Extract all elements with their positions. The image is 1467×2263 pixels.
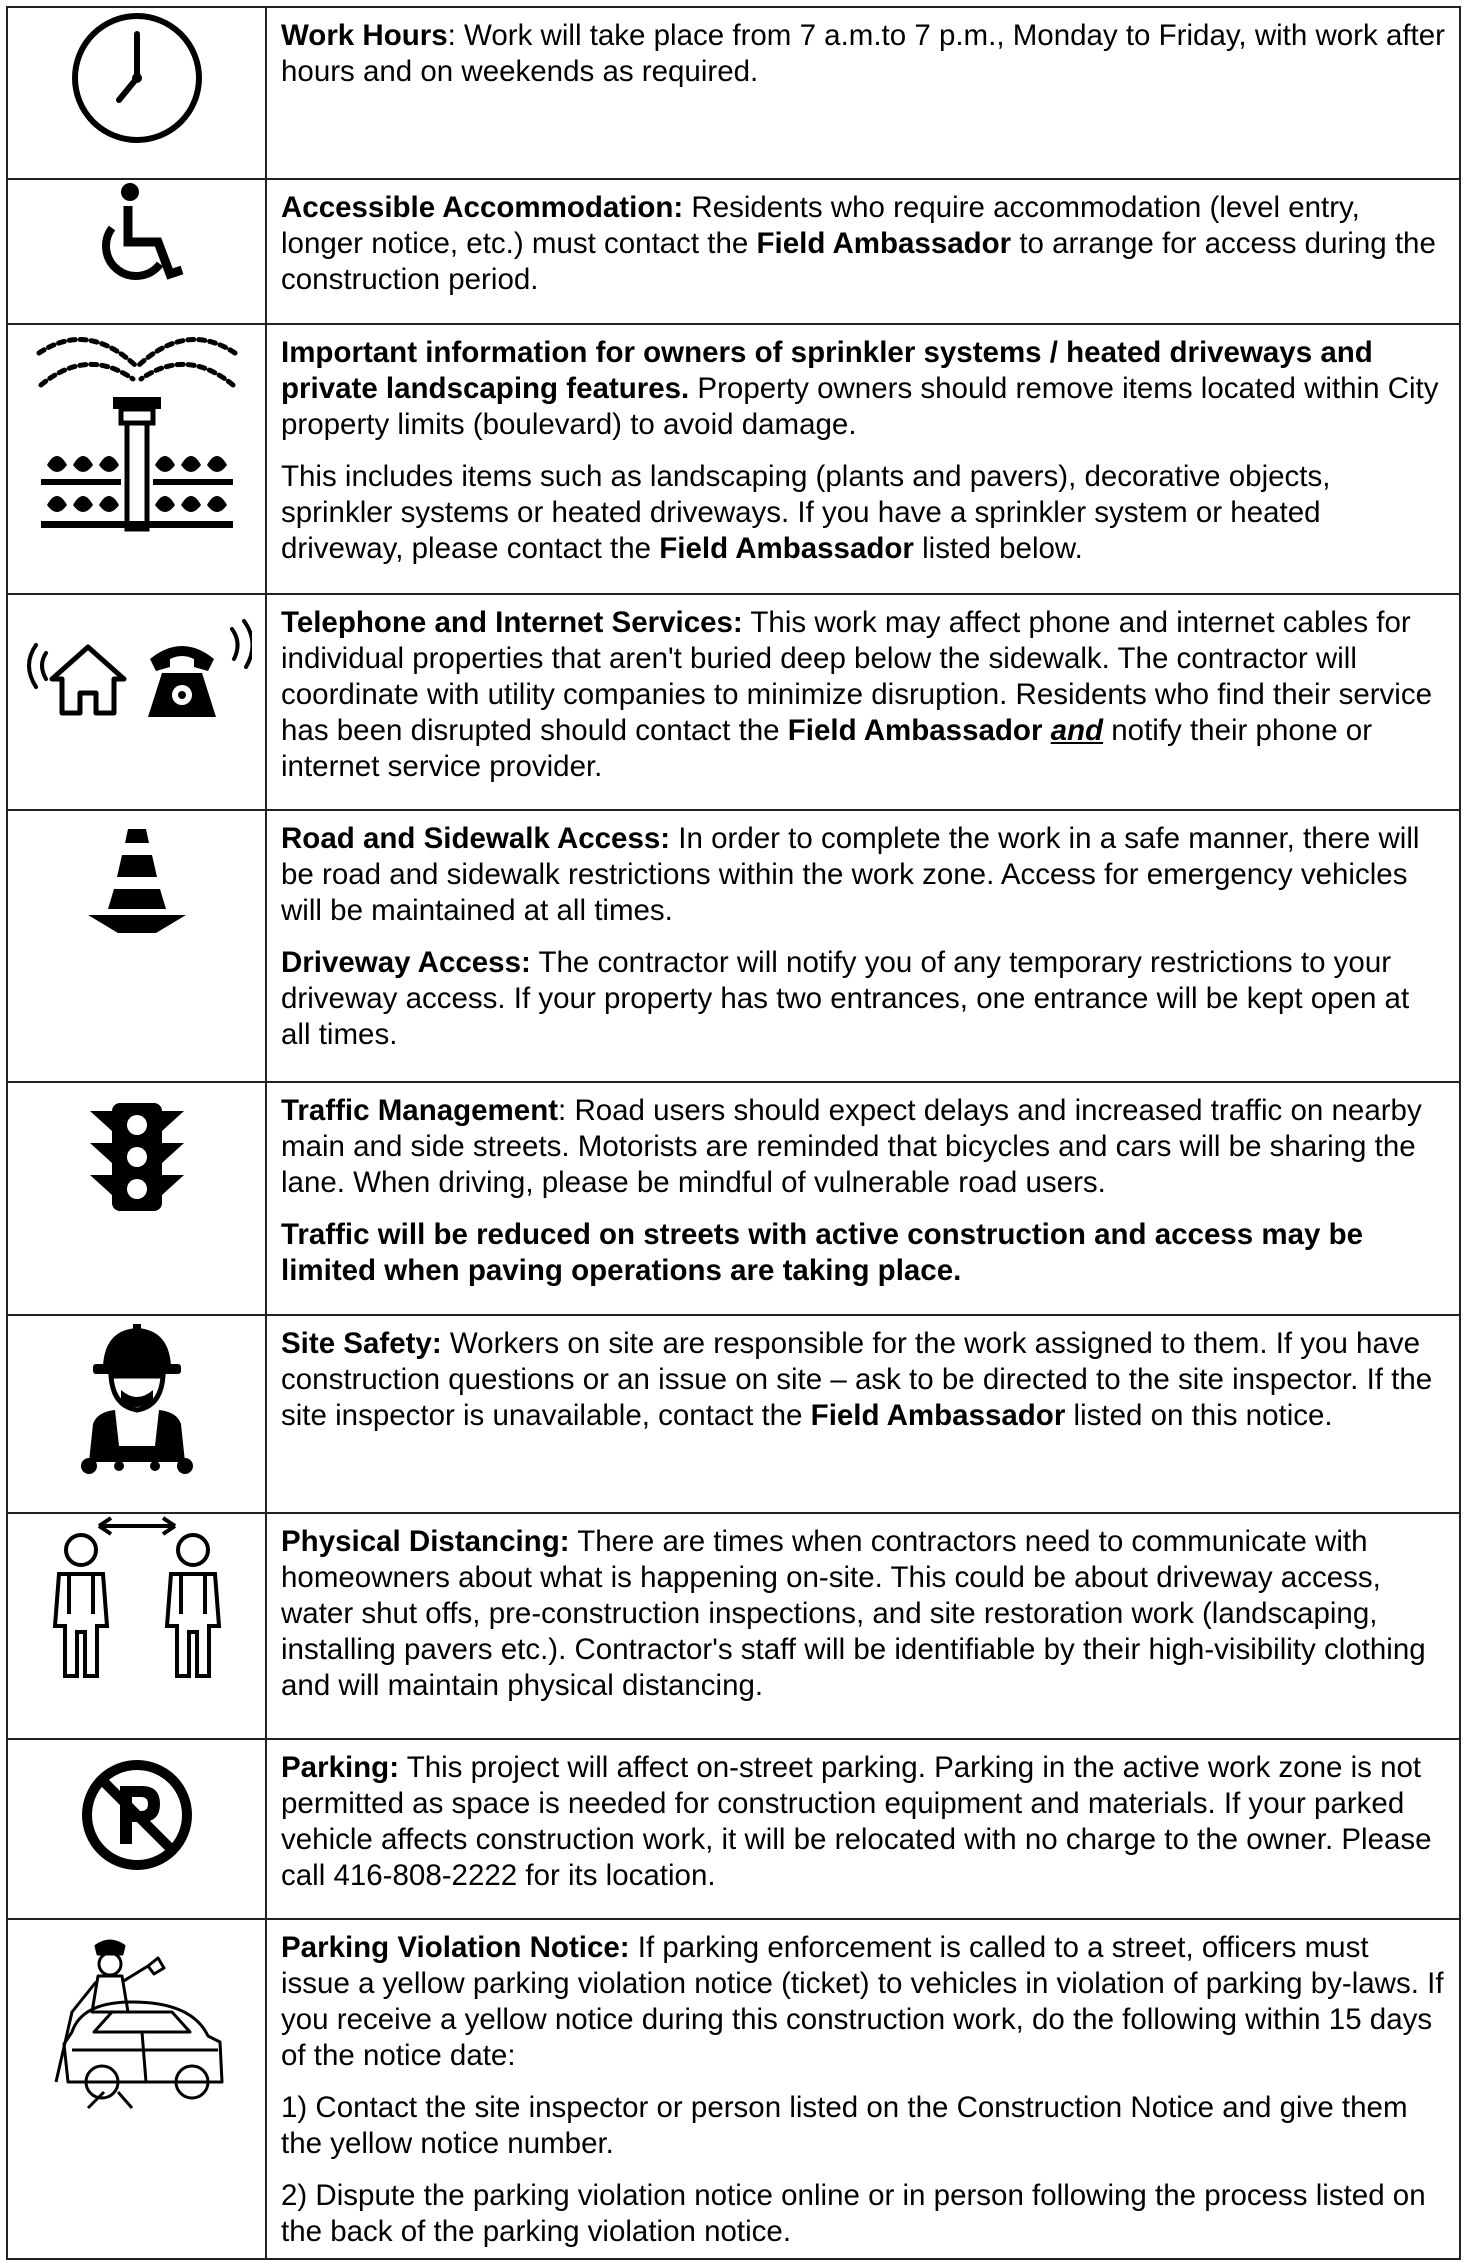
row-text [266, 1739, 1460, 1919]
paragraph [281, 945, 1445, 1053]
construction-worker-icon [67, 1316, 207, 1476]
parking-officer-icon [42, 1932, 232, 2112]
body-text: This work may affect phone and internet cables for individual properties that aren't buried deep below the sidewalk. The contractor will coordinate with utility companies to minimize disruption. Residents who find their service has been disrupted should contact the [281, 606, 1433, 747]
row-site-safety [7, 1315, 1460, 1513]
heading: Physical Distancing: [281, 1525, 570, 1558]
row-parking [7, 1739, 1460, 1919]
row-text [266, 7, 1460, 179]
body-text: Property owners should remove items located within City property limits (boulevard) to avoid damage. [281, 372, 1439, 441]
row-traffic-management [7, 1082, 1460, 1315]
heading: Work Hours [281, 19, 448, 52]
emphasis: and [1050, 714, 1104, 747]
paragraph [281, 1524, 1445, 1704]
row-text [266, 324, 1460, 594]
physical-distancing-icon [37, 1514, 237, 1684]
paragraph [281, 1217, 1445, 1289]
paragraph [281, 1930, 1445, 2074]
paragraph [281, 1750, 1445, 1894]
heading: Accessible Accommodation: [281, 191, 684, 224]
body-text: This includes items such as landscaping (plants and pavers), decorative objects, sprinkler systems or heated driveways. If you have a sprinkler system or heated driveway, please contact the [281, 460, 1331, 565]
body-text: 1) Contact the site inspector or person listed on the Construction Notice and give them the yellow notice number. [281, 2091, 1408, 2160]
heading: Road and Sidewalk Access: [281, 822, 671, 855]
row-text [266, 1513, 1460, 1739]
body-text: There are times when contractors need to communicate with homeowners about what is happening on-site. This could be about driveway access, water shut offs, pre-construction inspections, and site restoration work (landscaping, installing pavers etc.). Contractor's staff will be identifiable by their high-visibility clothing and will maintain physical distancing. [281, 1525, 1426, 1702]
row-parking-violation [7, 1919, 1460, 2259]
field-ambassador: Field Ambassador [659, 532, 914, 565]
heading: Telephone and Internet Services: [281, 606, 743, 639]
body-text: listed on this notice. [1065, 1399, 1333, 1432]
row-sprinkler-systems [7, 324, 1460, 594]
body-text: : Work will take place from 7 a.m.to 7 p.m., Monday to Friday, with work after hours and on weekends as required. [281, 19, 1445, 88]
body-text: If parking enforcement is called to a street, officers must issue a yellow parking violation notice (ticket) to vehicles in violation of parking by-laws. If you receive a yellow notice during this construction work, do the following within 15 days of the notice date: [281, 1931, 1444, 2072]
heading: Site Safety: [281, 1327, 442, 1360]
row-telephone-internet [7, 594, 1460, 810]
field-ambassador: Field Ambassador [787, 714, 1043, 747]
body-text: listed below. [913, 532, 1083, 565]
row-text [266, 1315, 1460, 1513]
heading: Parking: [281, 1751, 400, 1784]
heading: Driveway Access: [281, 946, 531, 979]
body-text: : Road users should expect delays and increased traffic on nearby main and side streets. Motorists are reminded that bicycles and cars will be sharing the lane. When driving, please be mindful of vulnerable road users. [281, 1094, 1422, 1199]
heading: Important information for owners of sprinkler systems / heated driveways and private landscaping features. [281, 336, 1373, 405]
field-ambassador: Field Ambassador [756, 227, 1012, 260]
row-road-sidewalk-access [7, 810, 1460, 1082]
body-text: Workers on site are responsible for the work assigned to them. If you have construction questions or an issue on site – ask to be directed to the site inspector. If the site inspector is unavailable, contact the [281, 1327, 1433, 1432]
row-text [266, 179, 1460, 324]
paragraph [281, 18, 1445, 90]
row-text [266, 1919, 1460, 2259]
row-text [266, 1082, 1460, 1315]
paragraph [281, 1326, 1445, 1434]
body-text: In order to complete the work in a safe manner, there will be road and sidewalk restrictions within the work zone. Access for emergency vehicles will be maintained at all times. [281, 822, 1420, 927]
traffic-light-icon [82, 1097, 192, 1217]
heading: Parking Violation Notice: [281, 1931, 630, 1964]
row-accessible-accommodation [7, 179, 1460, 324]
field-ambassador: Field Ambassador [810, 1399, 1066, 1432]
paragraph [281, 2178, 1445, 2250]
wheelchair-icon [82, 180, 192, 290]
body-text: notify their phone or internet service provider. [281, 714, 1373, 783]
paragraph [281, 190, 1445, 298]
clock-icon [67, 8, 207, 148]
paragraph [281, 1093, 1445, 1201]
paragraph [281, 335, 1445, 443]
bold-note: Traffic will be reduced on streets with active construction and access may be limited when paving operations are taking place. [281, 1218, 1364, 1287]
body-text: to arrange for access during the construction period. [281, 227, 1436, 296]
row-physical-distancing [7, 1513, 1460, 1739]
heading: Traffic Management [281, 1094, 559, 1127]
body-text: Residents who require accommodation (level entry, longer notice, etc.) must contact the [281, 191, 1360, 260]
paragraph [281, 459, 1445, 567]
sprinkler-icon [27, 325, 247, 545]
body-text: 2) Dispute the parking violation notice online or in person following the process listed on the back of the parking violation notice. [281, 2179, 1426, 2248]
notice-info-table [6, 6, 1461, 2260]
body-text: The contractor will notify you of any temporary restrictions to your driveway access. If your property has two entrances, one entrance will be kept open at all times. [281, 946, 1410, 1051]
body-text [1042, 714, 1050, 747]
row-text [266, 594, 1460, 810]
home-phone-icon [22, 613, 252, 733]
body-text: This project will affect on-street parking. Parking in the active work zone is not permitted as space is needed for construction equipment and materials. If your parked vehicle affects construction work, it will be relocated with no charge to the owner. Please call 416-808-2222 for its location. [281, 1751, 1432, 1892]
row-work-hours [7, 7, 1460, 179]
paragraph [281, 605, 1445, 785]
row-text [266, 810, 1460, 1082]
paragraph [281, 821, 1445, 929]
no-parking-icon [80, 1758, 194, 1872]
traffic-cone-icon [82, 825, 192, 935]
paragraph [281, 2090, 1445, 2162]
